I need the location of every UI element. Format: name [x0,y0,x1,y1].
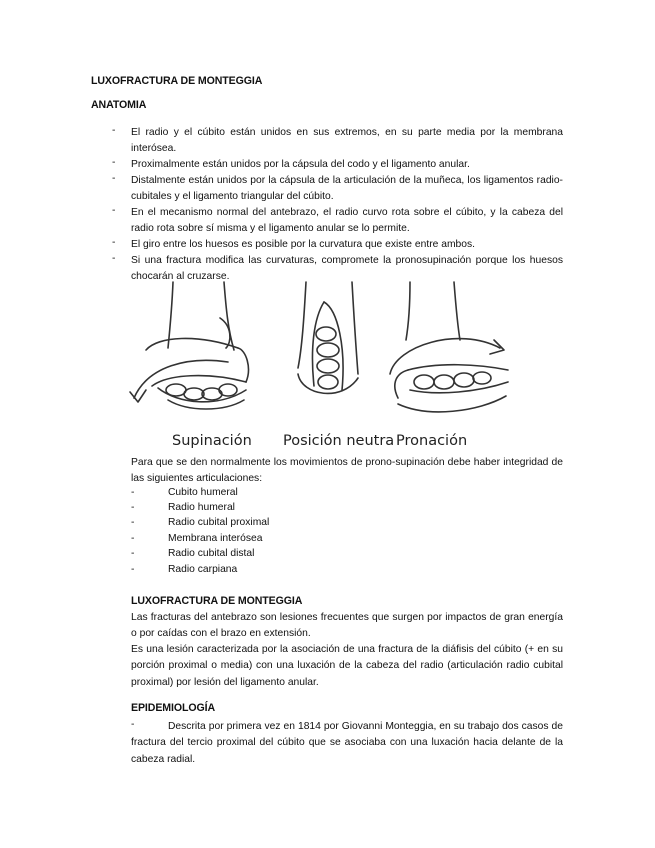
list-item: Si una fractura modifica las curvaturas, compromete la pronosupinación porque los huesos chocarán al cruzarse. [131,255,563,282]
bullet-marker: - [112,205,116,216]
section-heading-anatomia: ANATOMIA [91,99,147,111]
list-item: Radio cubital proximal [168,517,270,528]
section-heading-luxofractura: LUXOFRACTURA DE MONTEGGIA [131,595,303,607]
list-item: Distalmente están unidos por la cápsula de la articulación de la muñeca, los ligamentos radio-cubitales y el ligamento triangular del cúbito. [131,175,563,202]
caption-pronation: Pronación [396,433,468,449]
list-item: Radio cubital distal [168,548,255,559]
bullet-marker: - [131,487,135,498]
forearm-rotation-illustration [128,278,512,452]
list-item: El radio y el cúbito están unidos en sus extremos, en su parte media por la membrana interósea. [131,127,563,154]
caption-supination: Supinación [172,433,252,449]
articulaciones-intro: Para que se den normalmente los movimientos de prono-supinación debe haber integridad de las siguientes articulaciones: [131,457,563,485]
section-heading-epidemiologia: EPIDEMIOLOGÍA [131,702,216,714]
bullet-marker: - [112,125,116,136]
list-item: Cubito humeral [168,487,238,498]
neutral-hand-drawing [298,282,358,393]
caption-neutral: Posición neutra [283,433,395,449]
list-item: Membrana interósea [168,533,263,544]
pronation-hand-drawing [390,282,508,412]
bullet-marker: - [131,533,135,544]
luxofractura-paragraph-1: Las fracturas del antebrazo son lesiones frecuentes que surgen por impactos de gran energía o por caídas con el brazo en extensión. [131,612,563,640]
list-item: En el mecanismo normal del antebrazo, el radio curvo rota sobre el cúbito, y la cabeza del radio rota sobre sí misma y el ligamento anular se lo permite. [131,207,563,234]
bullet-marker: - [112,237,116,248]
bullet-marker: - [131,548,135,559]
bullet-marker: - [131,719,135,730]
list-item: El giro entre los huesos es posible por la curvatura que existe entre ambos. [131,239,475,250]
bullet-marker: - [112,157,116,168]
pronosupination-figure [128,278,512,452]
bullet-marker: - [131,564,135,575]
bullet-marker: - [131,517,135,528]
list-item: Radio humeral [168,502,235,513]
list-item: Radio carpiana [168,564,238,575]
bullet-marker: - [131,502,135,513]
epidemiologia-paragraph: Descrita por primera vez en 1814 por Giovanni Monteggia, en su trabajo dos casos de fractura del tercio proximal del cúbito que se asociaba con una luxación hacia delante de la cabeza radial. [131,721,563,765]
document-title: LUXOFRACTURA DE MONTEGGIA [91,75,263,87]
bullet-marker: - [112,253,116,264]
supination-hand-drawing [130,282,248,409]
bullet-marker: - [112,173,116,184]
luxofractura-paragraph-2: Es una lesión caracterizada por la asociación de una fractura de la diáfisis del cúbito (+ en su porción proximal o media) con una luxación de la cabeza del radio (articulación radio cubital proximal) por lesión del ligamento anular. [131,644,563,688]
list-item: Proximalmente están unidos por la cápsula del codo y el ligamento anular. [131,159,470,170]
